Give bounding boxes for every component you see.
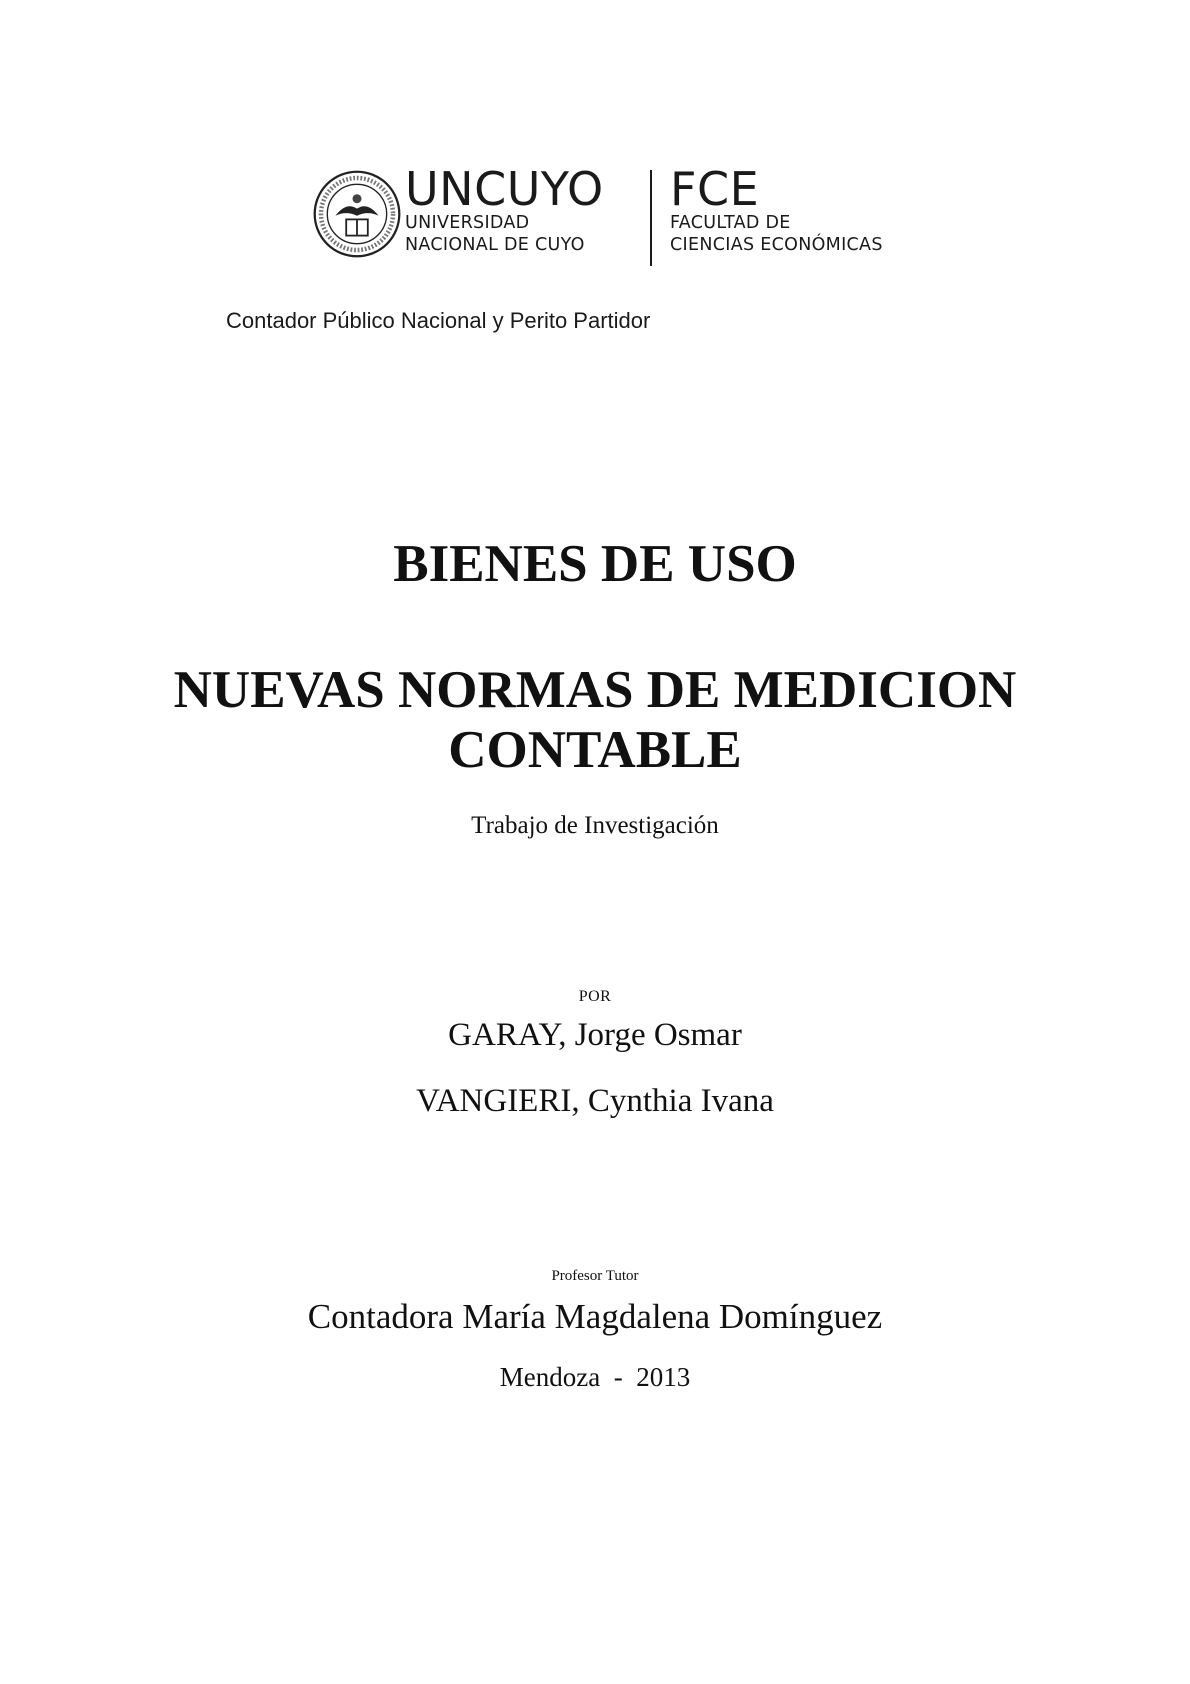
university-name-line2: NACIONAL DE CUYO [405, 235, 585, 255]
document-title-block [0, 660, 1190, 780]
document-subtitle: Trabajo de Investigación [471, 812, 719, 839]
university-brand: UNCUYO [405, 162, 604, 216]
faculty-brand: FCE [670, 162, 760, 216]
university-seal-icon [312, 169, 402, 259]
author-name-1: GARAY, Jorge Osmar [448, 1017, 742, 1053]
university-name-block [405, 162, 604, 256]
faculty-name-line2: CIENCIAS ECONÓMICAS [670, 235, 883, 255]
author-name-2: VANGIERI, Cynthia Ivana [416, 1083, 774, 1119]
document-title-line1: BIENES DE USO [393, 535, 797, 593]
faculty-name-line1: FACULTAD DE [670, 213, 791, 233]
career-name: Contador Público Nacional y Perito Partidor [226, 308, 651, 333]
document-title-line2: NUEVAS NORMAS DE MEDICION [173, 661, 1017, 719]
document-title-line3: CONTABLE [448, 721, 742, 779]
tutor-name: Contadora María Magdalena Domínguez [307, 1297, 883, 1336]
university-name-line1: UNIVERSIDAD [405, 213, 530, 233]
place-and-date: Mendoza - 2013 [499, 1362, 691, 1392]
tutor-label: Profesor Tutor [551, 1268, 639, 1284]
authors-label: POR [578, 988, 612, 1005]
logo-divider [650, 170, 652, 266]
institution-logo [312, 162, 922, 276]
faculty-name-block [670, 162, 883, 256]
